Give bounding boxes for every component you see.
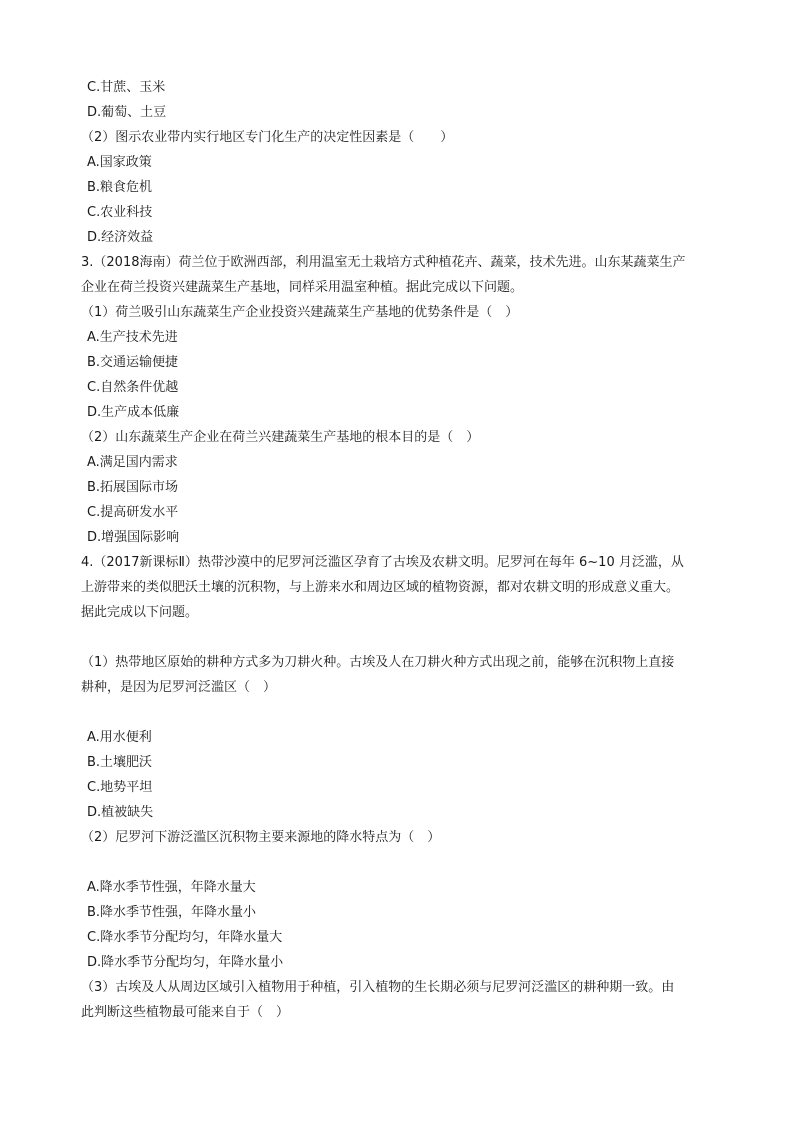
sub-question: （1）热带地区原始的耕种方式多为刀耕火种。古埃及人在刀耕火种方式出现之前，能够在沉积物上直接 <box>81 655 675 670</box>
option-text: B.降水季节性强，年降水量小 <box>87 905 257 920</box>
question-text: 企业在荷兰投资兴建蔬菜生产基地，同样采用温室种植。据此完成以下问题。 <box>81 280 524 295</box>
option-text: D.增强国际影响 <box>87 530 180 545</box>
sub-question: （1）荷兰吸引山东蔬菜生产企业投资兴建蔬菜生产基地的优势条件是（ ） <box>81 305 519 320</box>
question-text: 上游带来的类似肥沃土壤的沉积物，与上游来水和周边区域的植物资源，都对农耕文明的形成意义重大。 <box>81 580 680 595</box>
option-text: D.植被缺失 <box>87 805 154 820</box>
option-text: A.降水季节性强，年降水量大 <box>87 880 256 895</box>
sub-question: （3）古埃及人从周边区域引入植物用于种植，引入植物的生长期必须与尼罗河泛滥区的耕种期一致。由 <box>81 980 675 995</box>
option-text: A.满足国内需求 <box>87 455 178 470</box>
option-text: D.生产成本低廉 <box>87 405 180 420</box>
option-text: A.用水便利 <box>87 730 152 745</box>
sub-question: （2）尼罗河下游泛滥区沉积物主要来源地的降水特点为（ ） <box>81 830 441 845</box>
option-text: B.交通运输便捷 <box>87 355 179 370</box>
option-text: D.葡萄、土豆 <box>87 105 167 120</box>
sub-question: （2）山东蔬菜生产企业在荷兰兴建蔬菜生产基地的根本目的是（ ） <box>81 430 480 445</box>
option-text: B.土壤肥沃 <box>87 755 153 770</box>
option-text: C.甘蔗、玉米 <box>87 80 166 95</box>
option-text: C.自然条件优越 <box>87 380 179 395</box>
option-text: C.提高研发水平 <box>87 505 179 520</box>
option-text: A.国家政策 <box>87 155 152 170</box>
question-text: 据此完成以下问题。 <box>81 605 199 620</box>
option-text: D.降水季节分配均匀，年降水量小 <box>87 955 284 970</box>
option-text: C.农业科技 <box>87 205 153 220</box>
sub-question: （2）图示农业带内实行地区专门化生产的决定性因素是（ ） <box>81 130 454 145</box>
question-text: 4.（2017新课标Ⅱ）热带沙漠中的尼罗河泛滥区孕育了古埃及农耕文明。尼罗河在每年 6~10 月泛滥，从 <box>81 555 684 570</box>
option-text: C.地势平坦 <box>87 780 153 795</box>
sub-question: 耕种，是因为尼罗河泛滥区（ ） <box>81 680 277 695</box>
option-text: D.经济效益 <box>87 230 154 245</box>
option-text: B.拓展国际市场 <box>87 480 179 495</box>
option-text: A.生产技术先进 <box>87 330 178 345</box>
option-text: C.降水季节分配均匀，年降水量大 <box>87 930 283 945</box>
sub-question: 此判断这些植物最可能来自于（ ） <box>81 1005 290 1020</box>
question-text: 3.（2018海南）荷兰位于欧洲西部，利用温室无土栽培方式种植花卉、蔬菜，技术先进。山东某蔬菜生产 <box>81 255 686 270</box>
option-text: B.粮食危机 <box>87 180 153 195</box>
